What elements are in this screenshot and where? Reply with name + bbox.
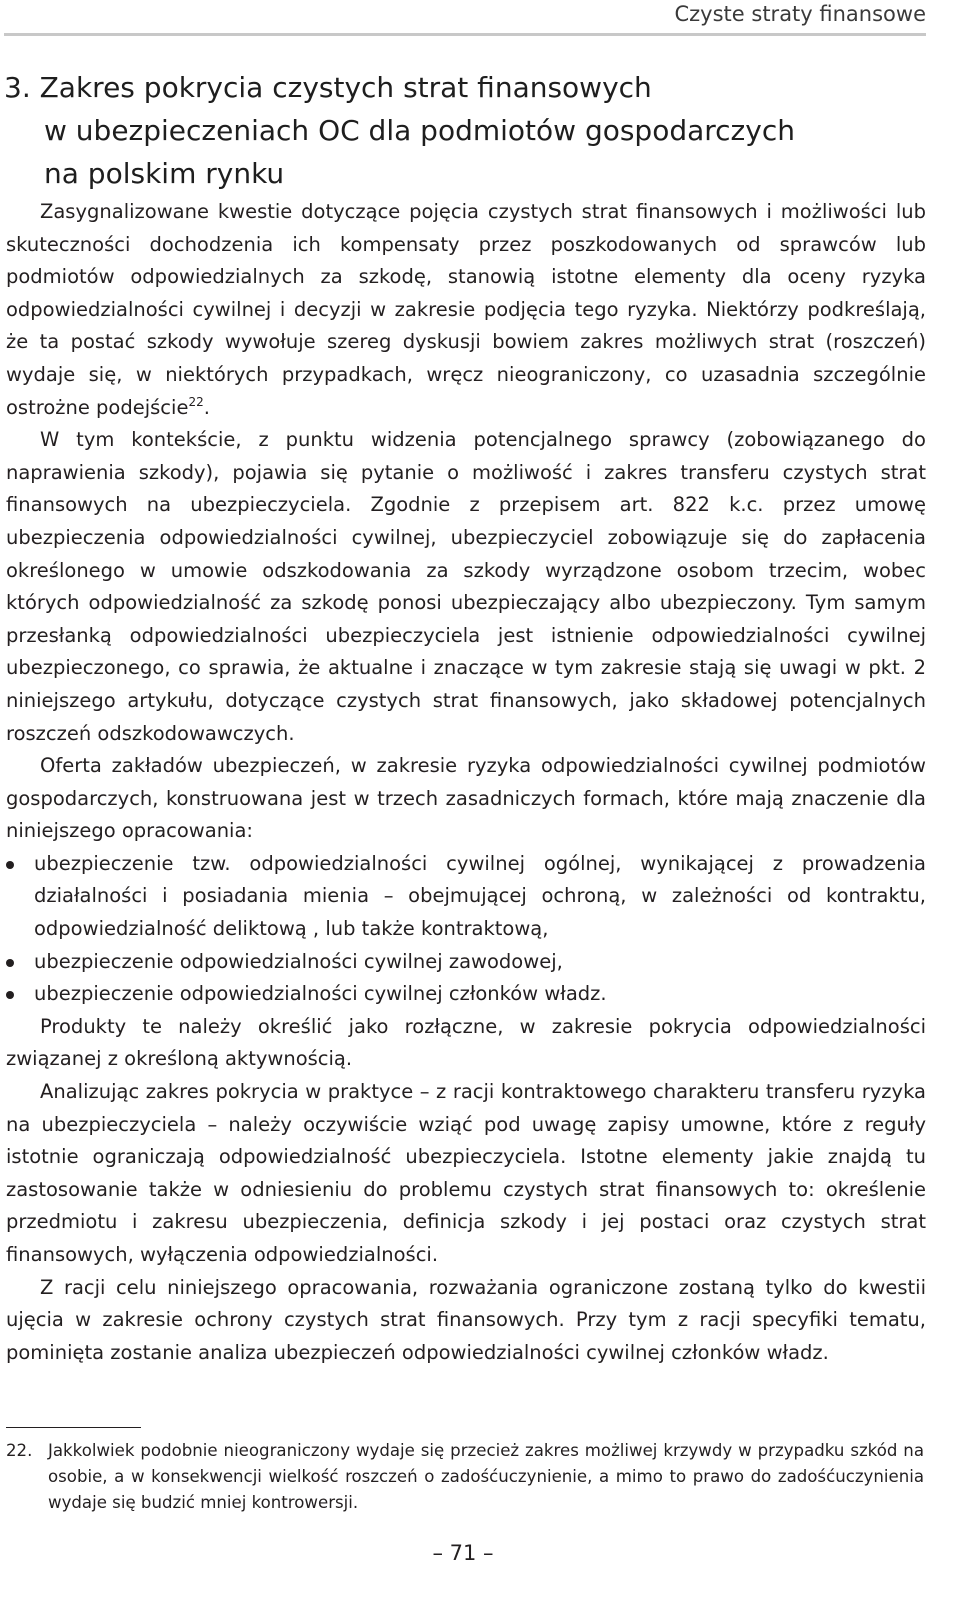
bullet-list (6, 848, 926, 1011)
footnote (6, 1438, 924, 1516)
footnote-number: 22. (6, 1441, 33, 1460)
page-number: – 71 – (432, 1541, 494, 1565)
bullet-icon (6, 959, 14, 967)
list-item: ubezpieczenie tzw. odpowiedzialności cywilnej ogólnej, wynikającej z prowadzenia działalności i posiadania mienia – obejmującej ochroną, w zależności od kontraktu, odpowiedzialność deliktową , lub także kontraktową, (6, 848, 926, 946)
paragraph: W tym kontekście, z punktu widzenia potencjalnego sprawcy (zobowiązanego do naprawienia szkody), pojawia się pytanie o możliwość i zakres transferu czystych strat finansowych na ubezpieczyciela. Zgodnie z przepisem art. 822 k.c. przez umowę ubezpieczenia odpowiedzialności cywilnej, ubezpieczyciel zobowiązuje się do zapłacenia określonego w umowie odszkodowania za szkody wyrządzone osobom trzecim, wobec których odpowiedzialność za szkodę ponosi ubezpieczający albo ubezpieczony. Tym samym przesłanką odpowiedzialności ubezpieczyciela jest istnienie odpowiedzialności cywilnej ubezpieczonego, co sprawia, że aktualne i znaczące w tym zakresie stają się uwagi w pkt. 2 niniejszego artykułu, dotyczące czystych strat finansowych, jako składowej potencjalnych roszczeń odszkodowawczych. (6, 428, 926, 745)
bullet-icon (6, 861, 14, 869)
footnote-ref[interactable]: 22 (188, 394, 204, 409)
footnote-text: Jakkolwiek podobnie nieograniczony wydaje się przecież zakres możliwej krzywdy w przypadku szkód na osobie, a w konsekwencji wielkość roszczeń o zadośćuczynienie, a mimo to prawo do zadośćuczynienia wydaje się budzić mniej kontrowersji. (48, 1441, 924, 1512)
paragraph: Zasygnalizowane kwestie dotyczące pojęcia czystych strat finansowych i możliwości lub skuteczności dochodzenia ich kompensaty przez poszkodowanych od sprawców lub podmiotów odpowiedzialnych za szkodę, stanowią istotne elementy dla oceny ryzyka odpowiedzialności cywilnej i decyzji w zakresie podjęcia tego ryzyka. Niektórzy podkreślają, że ta postać szkody wywołuje szereg dyskusji bowiem zakres możliwych strat (roszczeń) wydaje się, w niektórych przypadkach, wręcz nieograniczony, co uzasadnia szczególnie ostrożne podejście$^{22}$. (6, 200, 926, 419)
list-item: ubezpieczenie odpowiedzialności cywilnej zawodowej, (6, 946, 926, 979)
paragraph: Z racji celu niniejszego opracowania, rozważania ograniczone zostaną tylko do kwestii ujęcia w zakresie ochrony czystych strat finansowych. Przy tym z racji specyfiki tematu, pominięta zostanie analiza ubezpieczeń odpowiedzialności cywilnej członków władz. (6, 1275, 926, 1364)
paragraph: Analizując zakres pokrycia w praktyce – z racji kontraktowego charakteru transferu ryzyka na ubezpieczyciela – należy oczywiście wziąć pod uwagę zapisy umowne, które z reguły istotnie ograniczają odpowiedzialność ubezpieczyciela. Istotne elementy jakie znajdą tu zastosowanie także w odniesieniu do problemu czystych strat finansowych to: określenie przedmiotu i zakresu ubezpieczenia, definicja szkody i jej postaci oraz czystych strat finansowych, wyłączenia odpowiedzialności. (6, 1080, 926, 1266)
section-title (4, 66, 904, 195)
running-title: Czyste straty finansowe (674, 2, 926, 26)
section-title-line-1: 3. Zakres pokrycia czystych strat finansowych (4, 71, 652, 104)
footnote-divider (6, 1427, 141, 1428)
list-item: ubezpieczenie odpowiedzialności cywilnej członków władz. (6, 978, 926, 1011)
paragraph: Produkty te należy określić jako rozłączne, w zakresie pokrycia odpowiedzialności związanej z określoną aktywnością. (6, 1014, 926, 1071)
paragraph: Oferta zakładów ubezpieczeń, w zakresie ryzyka odpowiedzialności cywilnej podmiotów gospodarczych, konstruowana jest w trzech zasadniczych formach, które mają znaczenie dla niniejszego opracowania: (6, 754, 926, 843)
section-number: 3. (4, 71, 31, 104)
section-title-line-3: na polskim rynku (44, 157, 285, 190)
body-text (6, 196, 926, 1369)
running-header (0, 0, 926, 34)
section-title-line-2: w ubezpieczeniach OC dla podmiotów gospodarczych (44, 114, 795, 147)
bullet-icon (6, 991, 14, 999)
header-divider (4, 33, 926, 36)
